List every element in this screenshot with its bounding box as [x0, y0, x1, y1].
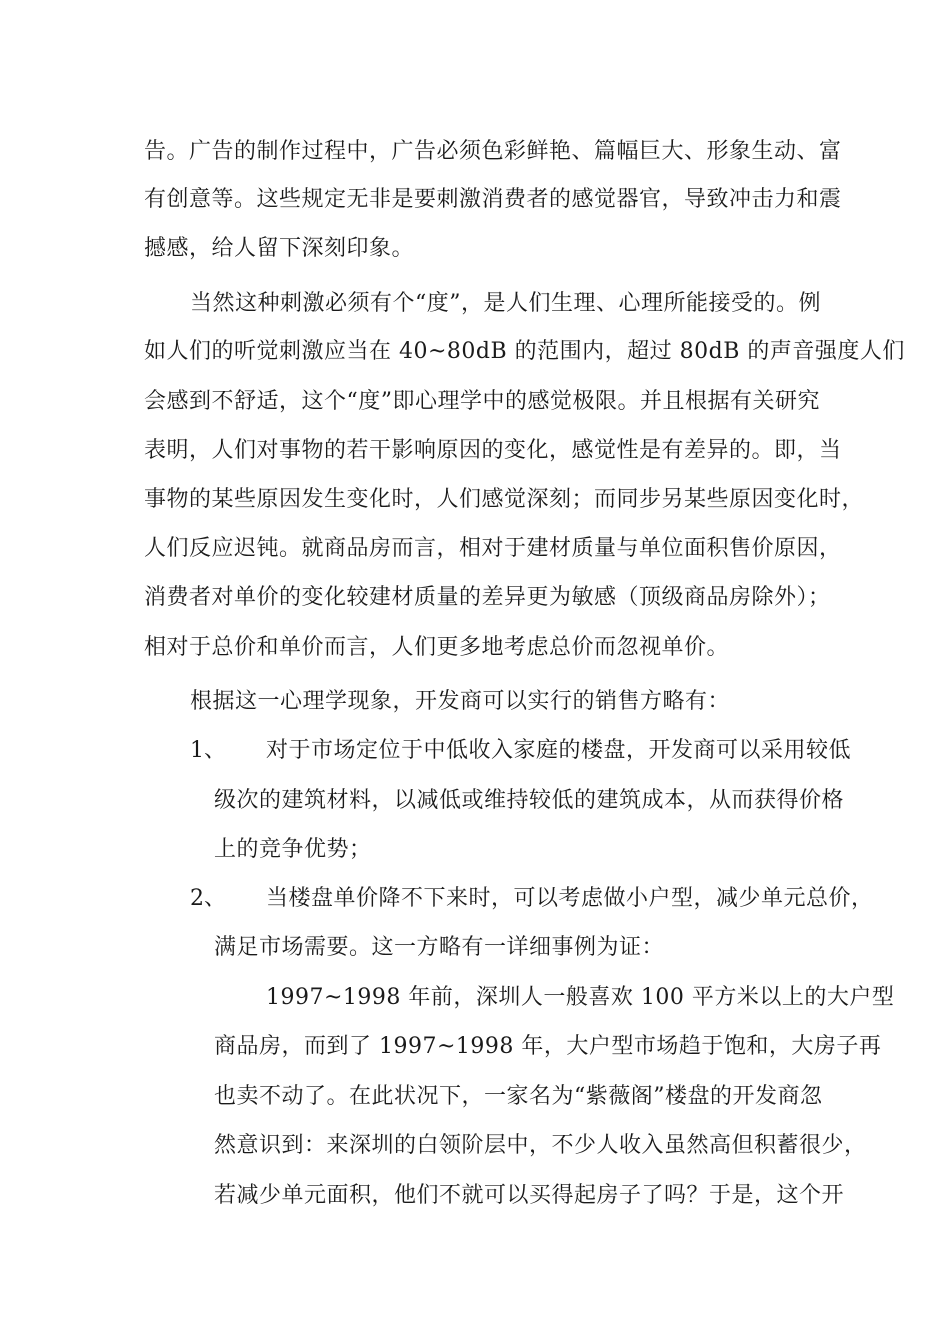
list-item-line: 对于市场定位于中低收入家庭的楼盘，开发商可以采用较低: [266, 738, 852, 763]
text-line: 会感到不舒适，这个“度”即心理学中的感觉极限。并且根据有关研究: [144, 389, 820, 414]
text-line: 相对于总价和单价而言，人们更多地考虑总价而忽视单价。: [144, 635, 730, 660]
list-number: 2、: [190, 886, 226, 911]
text-line: 事物的某些原因发生变化时，人们感觉深刻；而同步另某些原因变化时，: [144, 487, 865, 512]
text-line: 有创意等。这些规定无非是要刺激消费者的感觉器官，导致冲击力和震: [144, 187, 842, 212]
text-line: 撼感，给人留下深刻印象。: [144, 236, 415, 261]
text-line: 商品房，而到了 1997~1998 年，大户型市场趋于饱和，大房子再: [214, 1034, 882, 1059]
list-item-line: 当楼盘单价降不下来时，可以考虑做小户型，减少单元总价，: [266, 886, 874, 911]
text-line: 也卖不动了。在此状况下，一家名为“紫薇阁”楼盘的开发商忽: [214, 1084, 823, 1109]
list-item-line: 满足市场需要。这一方略有一详细事例为证：: [214, 935, 665, 960]
text-line: 告。广告的制作过程中，广告必须色彩鲜艳、篇幅巨大、形象生动、富: [144, 139, 842, 164]
text-line: 如人们的听觉刺激应当在 40~80dB 的范围内，超过 80dB 的声音强度人们: [144, 339, 905, 364]
text-line: 若减少单元面积，他们不就可以买得起房子了吗？于是，这个开: [214, 1183, 845, 1208]
list-item-line: 上的竞争优势；: [214, 837, 372, 862]
text-line: 表明，人们对事物的若干影响原因的变化，感觉性是有差异的。即，当: [144, 438, 842, 463]
text-line: 根据这一心理学现象，开发商可以实行的销售方略有：: [190, 689, 731, 714]
list-item-line: 级次的建筑材料，以减低或维持较低的建筑成本，从而获得价格: [214, 788, 845, 813]
text-line: 1997~1998 年前，深圳人一般喜欢 100 平方米以上的大户型: [266, 985, 895, 1010]
text-line: 当然这种刺激必须有个“度”，是人们生理、心理所能接受的。例: [190, 291, 821, 316]
text-line: 人们反应迟钝。就商品房而言，相对于建材质量与单位面积售价原因，: [144, 536, 842, 561]
text-line: 消费者对单价的变化较建材质量的差异更为敏感（顶级商品房除外）；: [144, 585, 831, 610]
list-number: 1、: [190, 738, 226, 763]
text-line: 然意识到：来深圳的白领阶层中，不少人收入虽然高但积蓄很少，: [214, 1133, 867, 1158]
